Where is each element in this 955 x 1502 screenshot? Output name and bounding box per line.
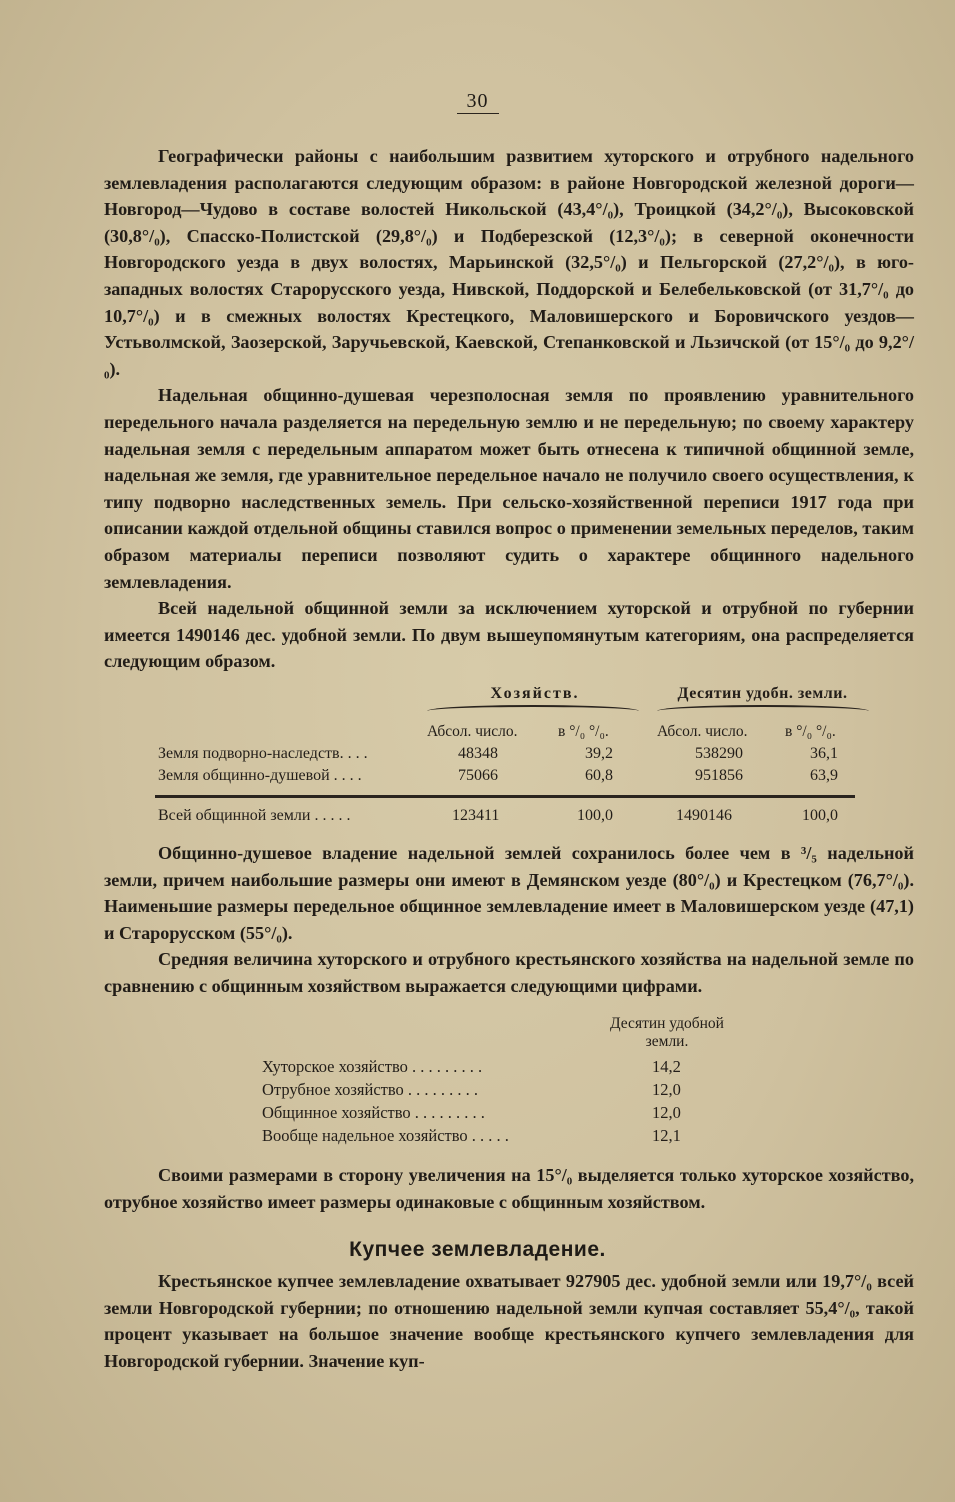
cell: 123411 bbox=[452, 807, 500, 824]
table-row bbox=[262, 1126, 742, 1150]
column-header: Десятин удобной земли. bbox=[610, 1015, 724, 1050]
table-row bbox=[155, 767, 875, 791]
column-header: Абсол. число. bbox=[657, 723, 748, 740]
paragraph: Географически районы с наибольшим развитием хуторского и отрубного надельного землевладения располагаются следующим образом: в районе Новгородской железной дороги—Новгород—Чудово в составе волостей Никольской (43,4°/₀), Троицкой (34,2°/₀), Высоковской (30,8°/₀), Спасско-Полистской (29,8°/₀) и Подберезской (12,3°/₀); в северной оконечности Новгородского уезда в двух волостях, Марьинской (32,5°/₀) и Пельгорской (27,2°/₀), в юго-западных волостях Старорусского уезда, Нивской, Поддорской и Белебельковской (от 31,7°/₀ до 10,7°/₀) и в смежных волостях Крестецкого, Маловишерского и Боровичского уездов—Устьволмской, Заозерской, Заручьевской, Каевской, Степанковской и Льзичской (от 15°/₀ до 9,2°/₀). bbox=[104, 146, 914, 379]
cell: 951856 bbox=[695, 767, 743, 784]
row-label: Всей общинной земли . . . . . bbox=[158, 807, 351, 824]
table-row bbox=[262, 1057, 742, 1081]
column-header: Абсол. число. bbox=[427, 723, 518, 740]
cell: 12,1 bbox=[652, 1126, 681, 1145]
cell: 36,1 bbox=[810, 745, 838, 762]
cell: 100,0 bbox=[802, 807, 838, 824]
section-heading: Купчее землевладение. bbox=[349, 1238, 606, 1261]
text-block-bottom bbox=[104, 1268, 914, 1374]
text-block-lower bbox=[104, 1162, 914, 1215]
table-rule bbox=[155, 795, 855, 798]
cell: 100,0 bbox=[577, 807, 613, 824]
cell: 14,2 bbox=[652, 1057, 681, 1076]
cell: 63,9 bbox=[810, 767, 838, 784]
row-label: Хуторское хозяйство . . . . . . . . . bbox=[262, 1057, 483, 1076]
table-row bbox=[262, 1080, 742, 1104]
cell: 12,0 bbox=[652, 1080, 681, 1099]
cell: 48348 bbox=[458, 745, 498, 762]
row-label: Отрубное хозяйство . . . . . . . . . bbox=[262, 1080, 479, 1099]
cell: 60,8 bbox=[585, 767, 613, 784]
brace bbox=[427, 705, 639, 717]
text-block-upper bbox=[104, 143, 914, 675]
cell: 12,0 bbox=[652, 1103, 681, 1122]
cell: 1490146 bbox=[676, 807, 732, 824]
paragraph: Крестьянское купчее землевладение охватывает 927905 дес. удобной земли или 19,7°/₀ всей земли Новгородской губернии; по отношению надельной земли купчая составляет 55,4°/₀, такой процент указывает на большое значение вообще крестьянского купчего землевладения для Новгородской губернии. Значение куп- bbox=[104, 1271, 914, 1371]
paragraph: Средняя величина хуторского и отрубного крестьянского хозяйства на надельной земле по сравнению с общинным хозяйством выражается следующими цифрами. bbox=[104, 949, 914, 996]
table-row bbox=[262, 1103, 742, 1127]
table-group-header: Десятин удобн. земли. bbox=[677, 685, 848, 702]
column-header: в °/₀ °/₀. bbox=[785, 723, 836, 740]
column-header: в °/₀ °/₀. bbox=[558, 723, 609, 740]
cell: 39,2 bbox=[585, 745, 613, 762]
cell: 75066 bbox=[458, 767, 498, 784]
page-number: 30 bbox=[0, 90, 955, 113]
paragraph: Общинно-душевое владение надельной землей сохранилось более чем в ³/₅ надельной земли, причем наибольшие размеры они имеют в Демянском уезде (80°/₀) и Крестецком (76,7°/₀). Наименьшие размеры передельное общинное землевладение имеет в Маловишерском уезде (47,1) и Старорусском (55°/₀). bbox=[104, 843, 914, 943]
paragraph: Надельная общинно-душевая черезполосная земля по проявлению уравнительного передельного начала разделяется на передельную землю и не передельную; по своему характеру надельная земля с передельным аппаратом может быть отнесена к типичной общинной земле, надельная же земля, где уравнительное передельное начало не получило своего осуществления, к типу подворно наследственных земель. При сельско-хозяйственной переписи 1917 года при описании каждой отдельной общины ставился вопрос о применении земельных переделов, таким образом материалы переписи позволяют судить о характере общинного надельного землевладения. bbox=[104, 385, 914, 592]
paragraph: Своими размерами в сторону увеличения на 15°/₀ выделяется только хуторское хозяйство, отрубное хозяйство имеет размеры одинаковые с общинным хозяйством. bbox=[104, 1165, 914, 1212]
table-total-row bbox=[155, 807, 875, 831]
brace bbox=[657, 705, 869, 717]
row-label: Общинное хозяйство . . . . . . . . . bbox=[262, 1103, 485, 1122]
text-block-middle bbox=[104, 840, 914, 1000]
table-row bbox=[155, 745, 875, 769]
row-label: Земля общинно-душевой . . . . bbox=[158, 767, 362, 784]
table-group-header: Хозяйств. bbox=[490, 685, 580, 702]
paragraph: Всей надельной общинной земли за исключением хуторской и отрубной по губернии имеется 1490146 дес. удобной земли. По двум вышеупомянутым категориям, она распределяется следующим образом. bbox=[104, 598, 914, 672]
cell: 538290 bbox=[695, 745, 743, 762]
row-label: Земля подворно-наследств. . . . bbox=[158, 745, 368, 762]
row-label: Вообще надельное хозяйство . . . . . bbox=[262, 1126, 509, 1145]
